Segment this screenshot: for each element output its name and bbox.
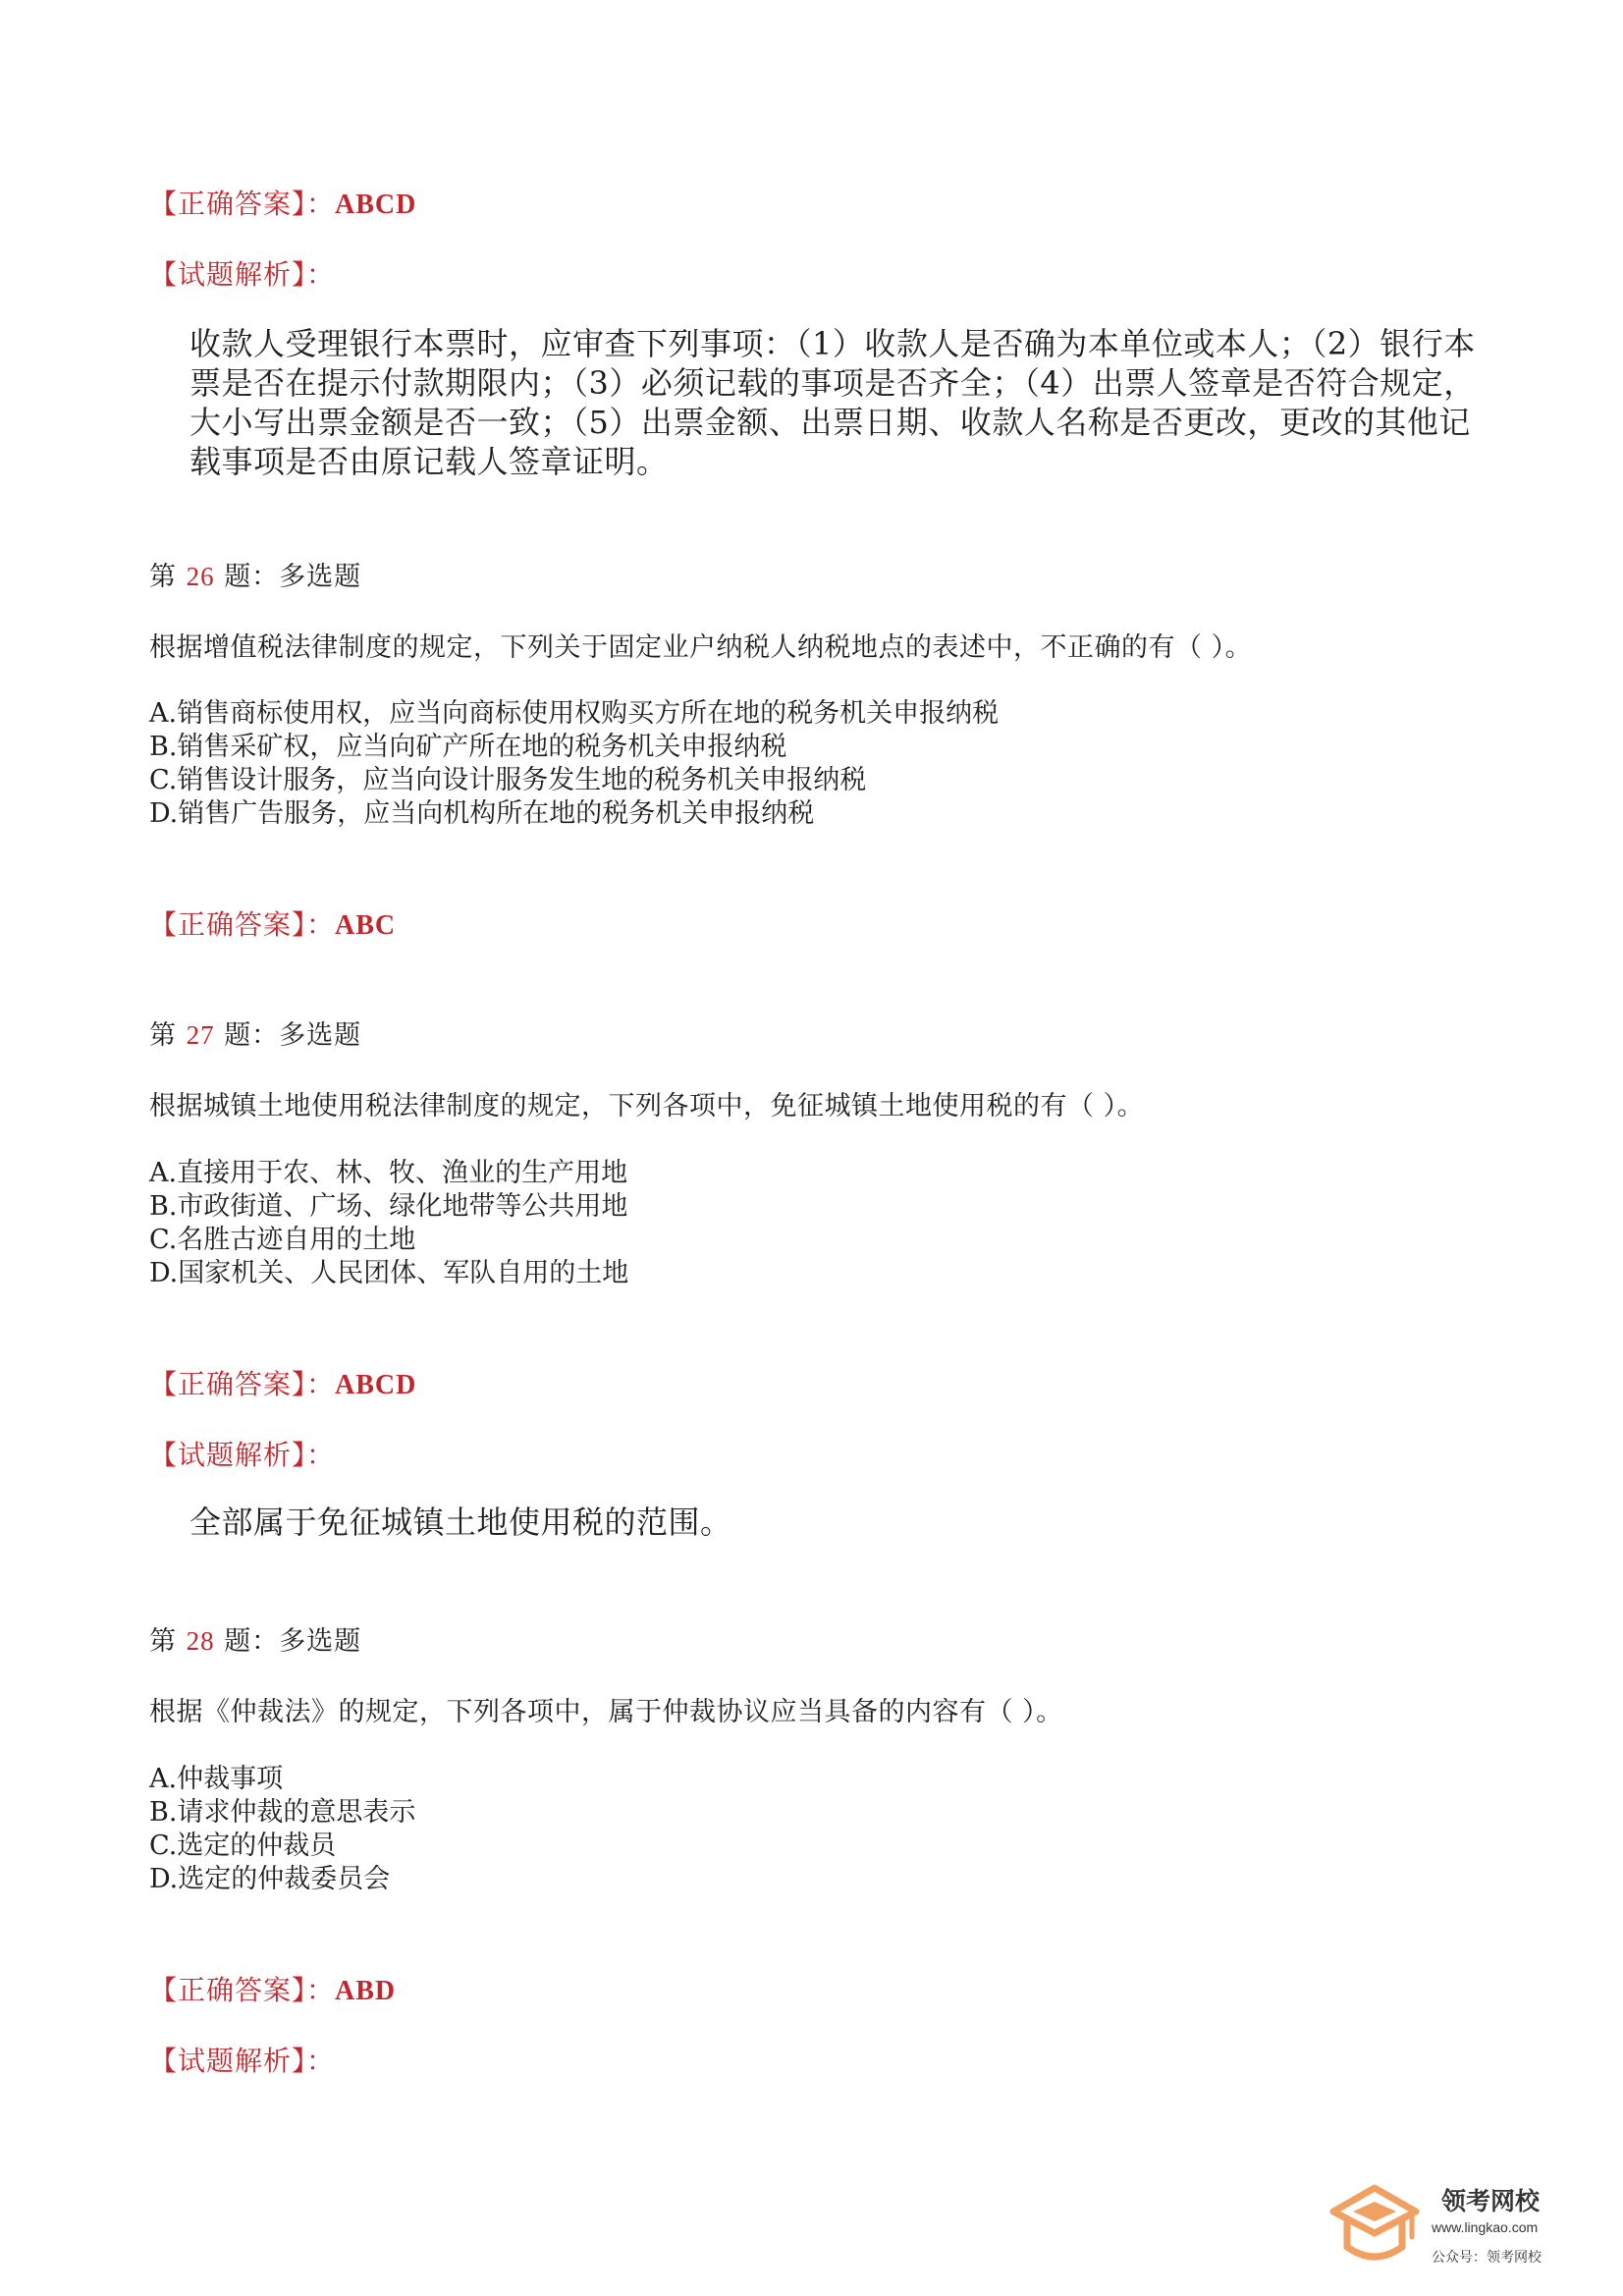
analysis-label: 【试题解析】： xyxy=(149,1439,336,1471)
option-d: D.国家机关、人民团体、军队自用的土地 xyxy=(149,1258,629,1288)
question-stem: 根据城镇土地使用税法律制度的规定，下列各项中，免征城镇土地使用税的有（ ）。 xyxy=(149,1091,1145,1121)
graduation-cap-icon xyxy=(1325,2176,1424,2274)
answer-value: ABD xyxy=(335,1976,397,2006)
logo-name: 领考网校 xyxy=(1441,2187,1541,2215)
answer-line xyxy=(149,1969,396,2008)
answer-value: ABC xyxy=(335,910,397,941)
question-heading: 第 26 题：多选题 xyxy=(149,562,362,592)
option-a: A.仲裁事项 xyxy=(149,1764,284,1794)
analysis-label: 【试题解析】： xyxy=(149,258,336,291)
option-c: C.名胜古迹自用的土地 xyxy=(149,1225,416,1255)
answer-label: 【正确答案】： xyxy=(149,908,336,941)
option-d: D.销售广告服务，应当向机构所在地的税务机关申报纳税 xyxy=(149,798,815,829)
option-c: C.销售设计服务，应当向设计服务发生地的税务机关申报纳税 xyxy=(149,765,867,795)
question-number: 28 xyxy=(186,1626,215,1656)
option-list xyxy=(149,1157,628,1290)
option-b: B.销售采矿权，应当向矿产所在地的税务机关申报纳税 xyxy=(149,732,787,762)
answer-label: 【正确答案】： xyxy=(149,1368,336,1400)
option-c: C.选定的仲裁员 xyxy=(149,1831,337,1861)
option-list xyxy=(149,697,999,831)
answer-label: 【正确答案】： xyxy=(149,1974,336,2006)
option-list xyxy=(149,1763,415,1896)
logo-subtitle: 公众号：领考网校 xyxy=(1432,2250,1542,2266)
answer-line xyxy=(149,903,396,943)
question-number: 27 xyxy=(186,1020,215,1050)
option-b: B.请求仲裁的意思表示 xyxy=(149,1797,416,1828)
answer-value: ABCD xyxy=(335,1370,417,1400)
option-a: A.销售商标使用权，应当向商标使用权购买方所在地的税务机关申报纳税 xyxy=(149,698,1000,729)
option-a: A.直接用于农、林、牧、渔业的生产用地 xyxy=(149,1158,628,1188)
analysis-text: 全部属于免征城镇土地使用税的范围。 xyxy=(189,1503,732,1541)
question-stem: 根据增值税法律制度的规定，下列关于固定业户纳税人纳税地点的表述中，不正确的有（ ）。 xyxy=(149,632,1253,663)
option-d: D.选定的仲裁委员会 xyxy=(149,1864,391,1894)
question-stem: 根据《仲裁法》的规定，下列各项中，属于仲裁协议应当具备的内容有（ ）。 xyxy=(149,1697,1063,1727)
watermark-logo xyxy=(1325,2168,1591,2281)
option-b: B.市政街道、广场、绿化地带等公共用地 xyxy=(149,1191,628,1222)
logo-url: www.lingkao.com xyxy=(1432,2219,1539,2235)
question-heading: 第 27 题：多选题 xyxy=(149,1020,362,1051)
answer-line xyxy=(149,183,416,222)
question-number: 26 xyxy=(186,562,215,591)
analysis-label: 【试题解析】： xyxy=(149,2045,336,2077)
answer-label: 【正确答案】： xyxy=(149,188,336,220)
question-heading: 第 28 题：多选题 xyxy=(149,1626,362,1657)
answer-line xyxy=(149,1363,416,1402)
answer-value: ABCD xyxy=(335,190,417,220)
analysis-text: 收款人受理银行本票时，应审查下列事项：（1）收款人是否确为本单位或本人；（2）银行本票是否在提示付款期限内；（3）必须记载的事项是否齐全；（4）出票人签章是否符合规定，大小写出票金额是否一致；（5）出票金额、出票日期、收款人名称是否更改，更改的其他记载事项是否由原记载人签章证明。 xyxy=(189,325,1476,480)
